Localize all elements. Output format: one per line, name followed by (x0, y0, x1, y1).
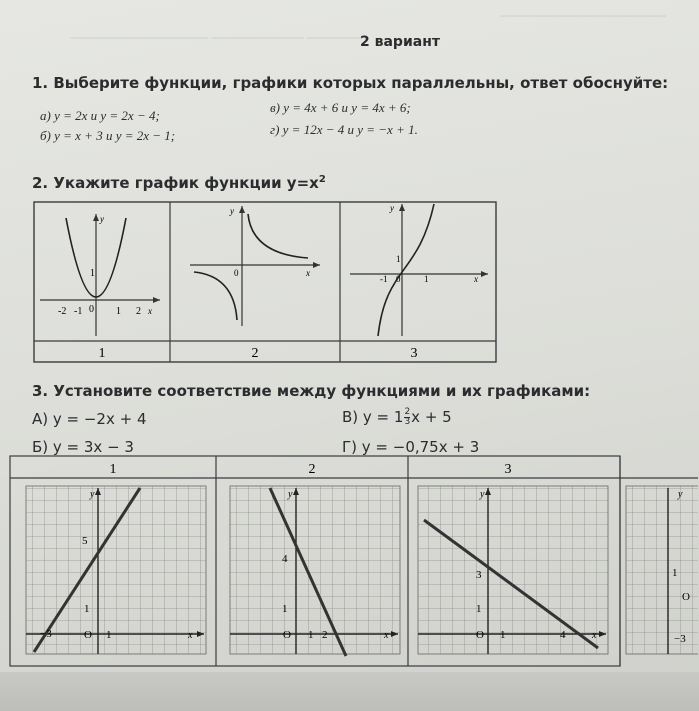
svg-text:−3: −3 (674, 633, 686, 645)
svg-text:x: x (592, 630, 597, 641)
svg-text:y: y (678, 489, 683, 500)
q3-option-v-rest: x + 5 (411, 408, 452, 426)
q2-title-exponent: 2 (318, 174, 326, 185)
svg-text:x: x (188, 630, 193, 641)
q3-option-a: А) y = −2x + 4 (32, 410, 147, 428)
svg-text:x: x (384, 630, 389, 641)
svg-text:y: y (288, 489, 293, 500)
svg-text:2: 2 (322, 629, 328, 641)
q3-graph-label-1: 1 (109, 462, 117, 477)
svg-text:x: x (306, 268, 310, 278)
svg-text:y: y (390, 203, 394, 213)
svg-text:O: O (84, 629, 92, 641)
svg-text:4: 4 (282, 553, 288, 565)
svg-text:−3: −3 (40, 628, 52, 640)
svg-text:1: 1 (106, 629, 112, 641)
q3-title: 3. Установите соответствие между функциями и их графиками: (32, 382, 591, 400)
page-bottom-edge (0, 672, 699, 711)
svg-text:x: x (474, 274, 478, 284)
q3-graph-2 (230, 486, 400, 656)
svg-text:-2: -2 (58, 306, 67, 317)
svg-text:0: 0 (89, 304, 94, 315)
svg-text:4: 4 (560, 629, 566, 641)
svg-text:1: 1 (90, 268, 95, 279)
svg-text:-1: -1 (380, 274, 388, 284)
q2-graph-3-cubic (350, 203, 488, 336)
svg-text:1: 1 (424, 274, 429, 284)
svg-text:3: 3 (476, 569, 482, 581)
svg-text:x: x (148, 306, 152, 316)
svg-text:1: 1 (308, 629, 314, 641)
fraction-denominator: 3 (404, 417, 411, 427)
svg-text:1: 1 (282, 603, 288, 615)
q2-graph-2-hyperbola (190, 206, 320, 326)
q3-graph-4-partial (626, 486, 698, 654)
svg-text:1: 1 (396, 254, 401, 264)
q3-option-b: Б) y = 3x − 3 (32, 438, 134, 456)
q3-graph-1 (26, 486, 206, 654)
svg-text:1: 1 (84, 603, 90, 615)
q3-option-v-whole: В) y = 1 (342, 408, 404, 426)
q3-option-v-fraction (404, 408, 410, 427)
bleed-through-text: ─────────────── ────────── ────── (70, 30, 363, 45)
svg-text:y: y (230, 206, 234, 216)
svg-text:2: 2 (136, 306, 141, 317)
q3-graph-label-3: 3 (504, 462, 512, 477)
bleed-through-text: ────────────────── (500, 8, 666, 23)
q1-option-a: а) y = 2x и y = 2x − 4; (40, 108, 160, 123)
q3-option-g: Г) y = −0,75x + 3 (342, 438, 480, 456)
svg-text:1: 1 (672, 567, 678, 579)
q3-graph-table (8, 452, 698, 672)
svg-text:y: y (90, 489, 95, 500)
fraction-numerator: 2 (404, 407, 411, 417)
svg-text:0: 0 (396, 274, 401, 284)
svg-text:-1: -1 (74, 306, 83, 317)
q1-option-g: г) y = 12x − 4 и y = −x + 1. (270, 122, 418, 137)
svg-text:0: 0 (234, 268, 239, 278)
q1-option-b: б) y = x + 3 и y = 2x − 1; (40, 128, 176, 143)
q3-graph-label-2: 2 (308, 462, 316, 477)
q3-graph-3 (418, 486, 608, 654)
q2-graph-table (30, 196, 500, 366)
q1-title: 1. Выберите функции, графики которых параллельны, ответ обоснуйте: (32, 74, 669, 92)
q2-graph-label-1: 1 (98, 346, 106, 361)
svg-text:1: 1 (476, 603, 482, 615)
q1-option-v: в) y = 4x + 6 и y = 4x + 6; (270, 100, 411, 115)
q2-title (32, 174, 326, 192)
svg-text:5: 5 (82, 535, 88, 547)
variant-heading: 2 вариант (360, 34, 440, 50)
svg-text:y: y (100, 214, 104, 224)
q2-graph-label-3: 3 (410, 346, 418, 361)
svg-text:1: 1 (500, 629, 506, 641)
q3-option-v (342, 408, 452, 427)
q2-graph-label-2: 2 (251, 346, 259, 361)
svg-text:O: O (283, 629, 291, 641)
svg-text:O: O (476, 629, 484, 641)
q2-title-text: 2. Укажите график функции y=x (32, 174, 319, 192)
q2-graph-1-parabola (40, 214, 160, 336)
svg-text:O: O (682, 591, 690, 603)
svg-text:y: y (480, 489, 485, 500)
svg-text:1: 1 (116, 306, 121, 317)
